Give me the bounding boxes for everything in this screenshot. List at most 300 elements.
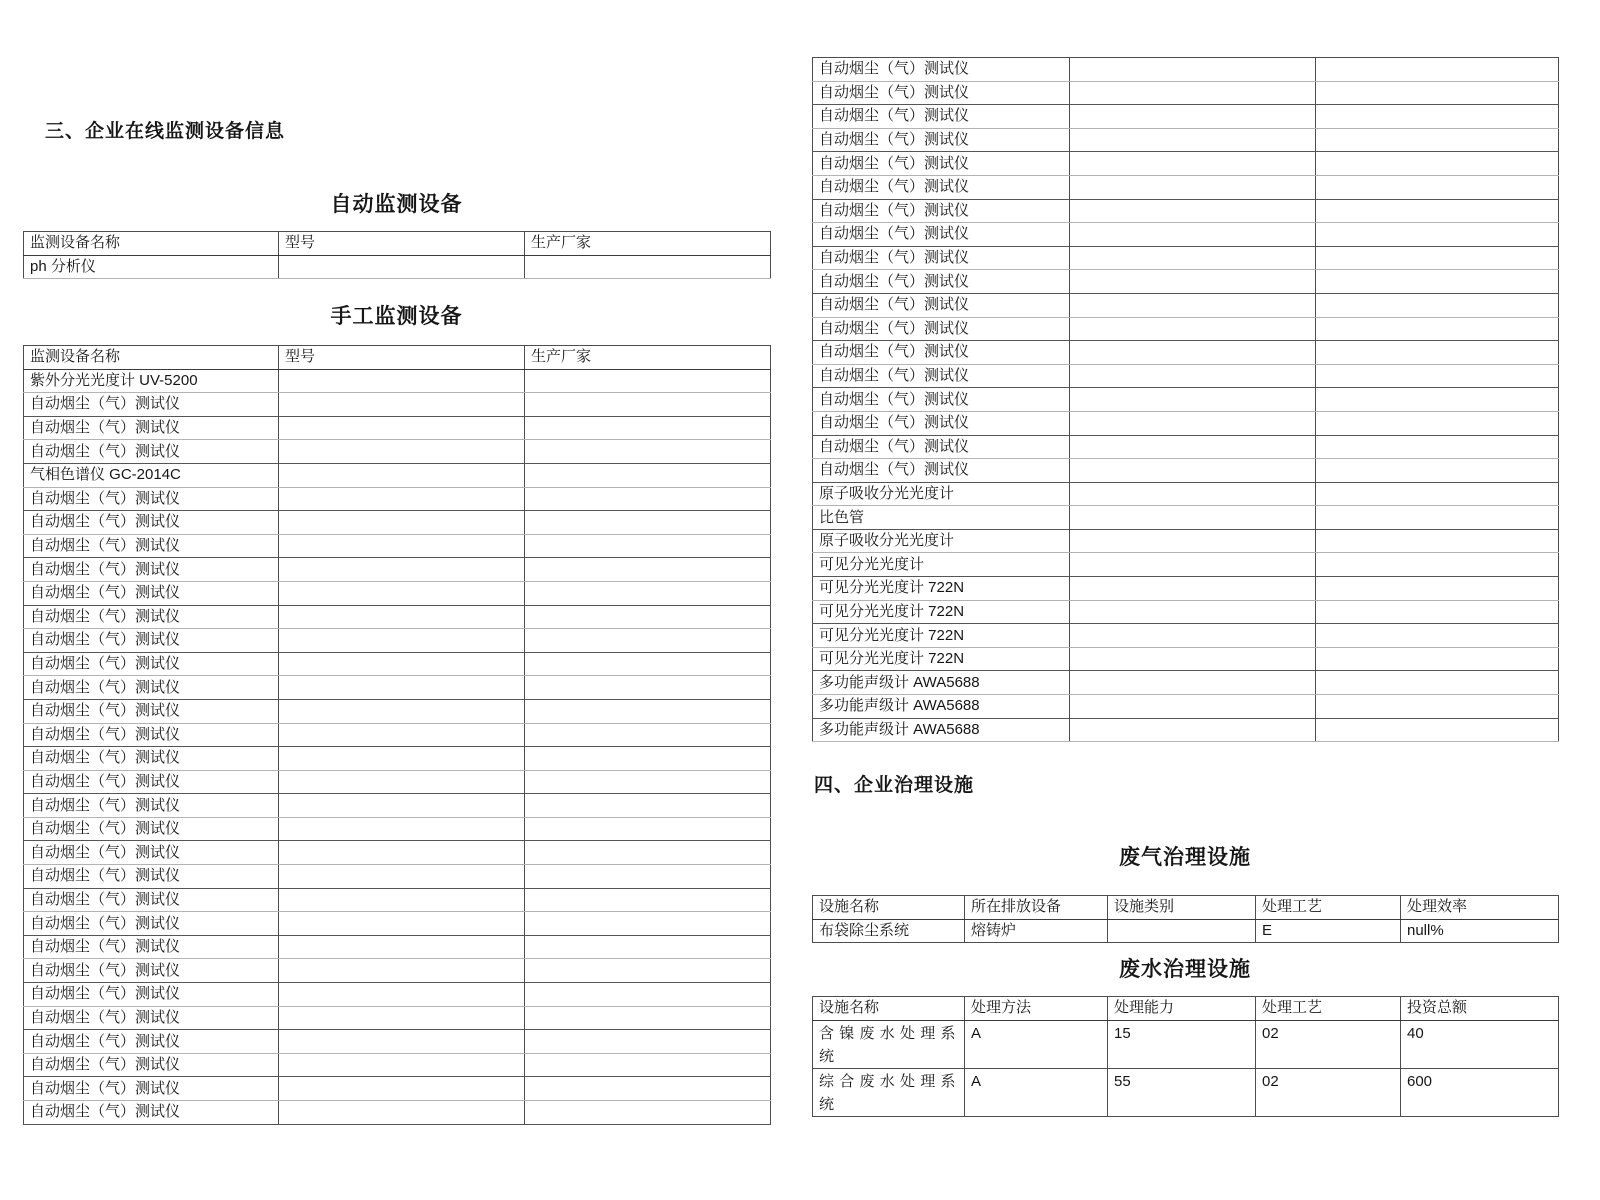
table-cell: [279, 865, 525, 889]
waste-gas-table: [812, 895, 1559, 943]
table-cell: 自动烟尘（气）测试仪: [813, 317, 1070, 341]
column-header: 处理工艺: [1256, 896, 1401, 920]
table-cell: [1316, 624, 1559, 648]
table-cell: [279, 393, 525, 417]
table-row: [813, 81, 1559, 105]
table-cell: 可见分光光度计: [813, 553, 1070, 577]
table-cell: 自动烟尘（气）测试仪: [813, 341, 1070, 365]
table-cell: [279, 747, 525, 771]
table-cell: [525, 629, 771, 653]
table-cell: [525, 935, 771, 959]
table-cell: 自动烟尘（气）测试仪: [813, 223, 1070, 247]
auto-monitor-table: [23, 231, 771, 279]
table-cell: [525, 534, 771, 558]
table-cell: 布袋除尘系统: [813, 919, 965, 943]
table-cell: [1316, 435, 1559, 459]
table-cell: [525, 841, 771, 865]
table-row: [24, 534, 771, 558]
table-cell: [279, 841, 525, 865]
table-row: [813, 246, 1559, 270]
table-cell: [1316, 459, 1559, 483]
waste-gas-heading: 废气治理设施: [1119, 846, 1251, 869]
column-header: 设施类别: [1108, 896, 1256, 920]
table-cell: [279, 487, 525, 511]
table-cell: [1316, 270, 1559, 294]
table-cell: 含镍废水处理系统: [813, 1020, 965, 1068]
table-row: [24, 888, 771, 912]
table-cell: [1070, 223, 1316, 247]
table-cell: 自动烟尘（气）测试仪: [813, 270, 1070, 294]
table-cell: [279, 1053, 525, 1077]
table-cell: [279, 912, 525, 936]
table-row: [24, 841, 771, 865]
table-row: [24, 983, 771, 1007]
table-row: [24, 511, 771, 535]
table-cell: [1316, 105, 1559, 129]
table-row: [813, 58, 1559, 82]
table-cell: [1316, 600, 1559, 624]
table-cell: 自动烟尘（气）测试仪: [24, 1053, 279, 1077]
column-header: 处理方法: [965, 997, 1108, 1021]
table-cell: [525, 487, 771, 511]
table-cell: [279, 888, 525, 912]
table-row: [24, 865, 771, 889]
table-cell: 自动烟尘（气）测试仪: [813, 246, 1070, 270]
table-cell: 自动烟尘（气）测试仪: [24, 676, 279, 700]
table-cell: [525, 511, 771, 535]
waste-gas-table-body: [813, 919, 1559, 943]
table-cell: [279, 440, 525, 464]
table-row: [24, 393, 771, 417]
table-cell: 自动烟尘（气）测试仪: [813, 128, 1070, 152]
table-cell: 自动烟尘（气）测试仪: [24, 959, 279, 983]
table-cell: [1070, 199, 1316, 223]
column-header: 投资总额: [1401, 997, 1559, 1021]
table-cell: [1070, 293, 1316, 317]
column-header: 处理效率: [1401, 896, 1559, 920]
waste-water-heading: 废水治理设施: [1119, 958, 1251, 981]
table-cell: [525, 558, 771, 582]
table-cell: [1070, 270, 1316, 294]
table-cell: 自动烟尘（气）测试仪: [24, 794, 279, 818]
table-cell: [525, 652, 771, 676]
table-cell: 自动烟尘（气）测试仪: [813, 58, 1070, 82]
table-cell: 55: [1108, 1068, 1256, 1116]
table-row: [24, 935, 771, 959]
table-cell: 自动烟尘（气）测试仪: [24, 935, 279, 959]
manual-monitor-table-body-left: [24, 369, 771, 1124]
table-row: [24, 1006, 771, 1030]
table-cell: [1070, 529, 1316, 553]
table-cell: 自动烟尘（气）测试仪: [24, 511, 279, 535]
table-cell: 自动烟尘（气）测试仪: [24, 723, 279, 747]
table-cell: [525, 1077, 771, 1101]
table-cell: 自动烟尘（气）测试仪: [813, 199, 1070, 223]
table-cell: 600: [1401, 1068, 1559, 1116]
table-row: [24, 369, 771, 393]
column-header: 生产厂家: [525, 346, 771, 370]
table-cell: 自动烟尘（气）测试仪: [24, 487, 279, 511]
table-cell: [525, 770, 771, 794]
table-cell: 自动烟尘（气）测试仪: [813, 388, 1070, 412]
table-cell: [1316, 317, 1559, 341]
table-cell: [279, 723, 525, 747]
table-cell: 自动烟尘（气）测试仪: [813, 293, 1070, 317]
table-row: [24, 770, 771, 794]
table-cell: [525, 1101, 771, 1125]
table-cell: [279, 770, 525, 794]
column-header: 型号: [279, 232, 525, 256]
table-row: [813, 411, 1559, 435]
table-cell: [1316, 152, 1559, 176]
table-cell: 自动烟尘（气）测试仪: [813, 105, 1070, 129]
table-cell: [279, 463, 525, 487]
table-cell: 原子吸收分光光度计: [813, 482, 1070, 506]
table-cell: 40: [1401, 1020, 1559, 1068]
column-header: 设施名称: [813, 997, 965, 1021]
table-row: [813, 317, 1559, 341]
table-row: [813, 600, 1559, 624]
table-cell: 多功能声级计 AWA5688: [813, 695, 1070, 719]
table-cell: 自动烟尘（气）测试仪: [24, 841, 279, 865]
table-cell: 自动烟尘（气）测试仪: [24, 393, 279, 417]
table-cell: [1316, 577, 1559, 601]
table-row: [24, 581, 771, 605]
table-cell: [525, 747, 771, 771]
column-header: 所在排放设备: [965, 896, 1108, 920]
table-cell: [525, 1006, 771, 1030]
table-cell: [1070, 695, 1316, 719]
table-cell: [525, 1053, 771, 1077]
table-cell: [1070, 624, 1316, 648]
table-cell: [1070, 152, 1316, 176]
table-cell: 自动烟尘（气）测试仪: [24, 534, 279, 558]
table-row: [813, 482, 1559, 506]
table-cell: [279, 1077, 525, 1101]
auto-monitor-heading: 自动监测设备: [330, 193, 463, 216]
table-row: [24, 959, 771, 983]
column-header: 型号: [279, 346, 525, 370]
table-row: [813, 695, 1559, 719]
table-row: [24, 1053, 771, 1077]
table-cell: 自动烟尘（气）测试仪: [813, 81, 1070, 105]
table-row: [24, 747, 771, 771]
table-cell: [1070, 317, 1316, 341]
table-row: [24, 794, 771, 818]
table-cell: 自动烟尘（气）测试仪: [24, 581, 279, 605]
section3-title: 三、企业在线监测设备信息: [45, 121, 286, 142]
table-cell: [1070, 128, 1316, 152]
table-cell: [1316, 506, 1559, 530]
table-cell: [525, 440, 771, 464]
table-cell: A: [965, 1068, 1108, 1116]
table-row: [813, 435, 1559, 459]
table-cell: [1070, 647, 1316, 671]
table-cell: 可见分光光度计 722N: [813, 600, 1070, 624]
table-cell: [525, 255, 771, 279]
table-row: [24, 817, 771, 841]
table-cell: 比色管: [813, 506, 1070, 530]
table-row: [24, 1101, 771, 1125]
table-row: [24, 652, 771, 676]
table-row: [24, 699, 771, 723]
waste-water-table-body: [813, 1020, 1559, 1116]
table-cell: 自动烟尘（气）测试仪: [813, 175, 1070, 199]
table-cell: [279, 652, 525, 676]
table-cell: [279, 1030, 525, 1054]
table-cell: [1070, 388, 1316, 412]
table-cell: 自动烟尘（气）测试仪: [24, 1030, 279, 1054]
table-cell: [525, 888, 771, 912]
table-cell: [1070, 246, 1316, 270]
table-cell: [1070, 482, 1316, 506]
table-cell: [525, 794, 771, 818]
table-cell: [1316, 81, 1559, 105]
table-cell: [1108, 919, 1256, 943]
table-cell: [279, 794, 525, 818]
manual-monitor-table-right: [812, 57, 1559, 742]
table-row: [813, 553, 1559, 577]
column-header: 处理工艺: [1256, 997, 1401, 1021]
header-row: [24, 232, 771, 256]
table-cell: 自动烟尘（气）测试仪: [24, 652, 279, 676]
table-row: [813, 175, 1559, 199]
table-cell: 自动烟尘（气）测试仪: [24, 440, 279, 464]
table-row: [24, 416, 771, 440]
table-row: [813, 388, 1559, 412]
table-cell: [525, 912, 771, 936]
table-cell: [1070, 435, 1316, 459]
waste-water-table: [812, 996, 1559, 1117]
waste-water-table-header: [813, 997, 1559, 1021]
table-cell: [279, 959, 525, 983]
table-cell: [1070, 671, 1316, 695]
table-row: [813, 459, 1559, 483]
table-row: [813, 364, 1559, 388]
table-cell: [279, 416, 525, 440]
table-cell: [525, 676, 771, 700]
table-row: [813, 624, 1559, 648]
table-cell: [1316, 58, 1559, 82]
table-row: [813, 671, 1559, 695]
table-row: [24, 1077, 771, 1101]
table-cell: 自动烟尘（气）测试仪: [24, 629, 279, 653]
table-row: [813, 919, 1559, 943]
table-row: [24, 912, 771, 936]
column-header: 监测设备名称: [24, 232, 279, 256]
table-cell: [1316, 529, 1559, 553]
table-cell: [279, 1006, 525, 1030]
table-cell: 自动烟尘（气）测试仪: [24, 416, 279, 440]
table-cell: ph 分析仪: [24, 255, 279, 279]
table-row: [24, 463, 771, 487]
table-row: [24, 255, 771, 279]
table-cell: [1316, 364, 1559, 388]
table-row: [24, 487, 771, 511]
table-cell: 自动烟尘（气）测试仪: [24, 817, 279, 841]
table-cell: [279, 605, 525, 629]
table-cell: 气相色谱仪 GC-2014C: [24, 463, 279, 487]
table-cell: [525, 699, 771, 723]
table-cell: [1316, 199, 1559, 223]
table-row: [813, 341, 1559, 365]
table-cell: [1316, 718, 1559, 742]
table-row: [24, 1030, 771, 1054]
table-cell: 可见分光光度计 722N: [813, 624, 1070, 648]
table-cell: 多功能声级计 AWA5688: [813, 671, 1070, 695]
table-cell: [1316, 175, 1559, 199]
table-row: [813, 1020, 1559, 1068]
table-cell: [525, 463, 771, 487]
table-cell: [525, 959, 771, 983]
table-cell: [279, 699, 525, 723]
table-cell: 自动烟尘（气）测试仪: [24, 770, 279, 794]
table-cell: [1316, 411, 1559, 435]
table-row: [813, 223, 1559, 247]
table-cell: 可见分光光度计 722N: [813, 647, 1070, 671]
table-cell: 自动烟尘（气）测试仪: [24, 699, 279, 723]
table-row: [813, 577, 1559, 601]
table-cell: [1316, 128, 1559, 152]
section4-title: 四、企业治理设施: [814, 775, 975, 796]
column-header: 处理能力: [1108, 997, 1256, 1021]
table-cell: [1070, 341, 1316, 365]
table-row: [813, 1068, 1559, 1116]
table-cell: [1070, 577, 1316, 601]
table-cell: [279, 676, 525, 700]
table-cell: 15: [1108, 1020, 1256, 1068]
manual-monitor-heading: 手工监测设备: [330, 305, 463, 328]
table-cell: [1316, 223, 1559, 247]
table-cell: [525, 817, 771, 841]
column-header: 设施名称: [813, 896, 965, 920]
table-row: [813, 128, 1559, 152]
table-row: [813, 152, 1559, 176]
table-cell: [279, 1101, 525, 1125]
table-cell: [525, 416, 771, 440]
manual-monitor-table-header: [24, 346, 771, 370]
table-cell: [279, 935, 525, 959]
table-cell: [1070, 58, 1316, 82]
table-row: [813, 270, 1559, 294]
table-cell: 自动烟尘（气）测试仪: [24, 983, 279, 1007]
table-cell: [1316, 695, 1559, 719]
table-row: [813, 718, 1559, 742]
table-cell: [1070, 459, 1316, 483]
table-cell: [279, 629, 525, 653]
table-cell: [1316, 388, 1559, 412]
table-row: [813, 647, 1559, 671]
table-cell: [279, 511, 525, 535]
table-cell: null%: [1401, 919, 1559, 943]
table-cell: [1316, 647, 1559, 671]
table-cell: [279, 558, 525, 582]
table-cell: [1070, 364, 1316, 388]
table-cell: 自动烟尘（气）测试仪: [813, 459, 1070, 483]
table-cell: [1070, 105, 1316, 129]
table-cell: 02: [1256, 1020, 1401, 1068]
table-cell: [525, 1030, 771, 1054]
table-cell: [1316, 293, 1559, 317]
header-row: [813, 896, 1559, 920]
table-row: [24, 629, 771, 653]
table-cell: 可见分光光度计 722N: [813, 577, 1070, 601]
table-cell: [1070, 600, 1316, 624]
table-cell: 自动烟尘（气）测试仪: [813, 435, 1070, 459]
table-cell: 自动烟尘（气）测试仪: [24, 1077, 279, 1101]
table-cell: [1316, 246, 1559, 270]
table-cell: 自动烟尘（气）测试仪: [813, 411, 1070, 435]
table-cell: [1316, 553, 1559, 577]
table-cell: [1070, 553, 1316, 577]
table-cell: E: [1256, 919, 1401, 943]
table-row: [813, 293, 1559, 317]
table-cell: [279, 581, 525, 605]
table-cell: 自动烟尘（气）测试仪: [24, 747, 279, 771]
table-cell: 多功能声级计 AWA5688: [813, 718, 1070, 742]
table-cell: 02: [1256, 1068, 1401, 1116]
table-row: [24, 558, 771, 582]
table-cell: [1070, 411, 1316, 435]
column-header: 生产厂家: [525, 232, 771, 256]
table-cell: 自动烟尘（气）测试仪: [24, 1101, 279, 1125]
table-cell: 自动烟尘（气）测试仪: [24, 888, 279, 912]
table-row: [24, 676, 771, 700]
table-cell: 紫外分光光度计 UV-5200: [24, 369, 279, 393]
table-row: [813, 199, 1559, 223]
table-cell: [1316, 341, 1559, 365]
table-cell: [279, 255, 525, 279]
table-cell: 自动烟尘（气）测试仪: [813, 364, 1070, 388]
header-row: [813, 997, 1559, 1021]
table-cell: [525, 865, 771, 889]
waste-gas-table-header: [813, 896, 1559, 920]
column-header: 监测设备名称: [24, 346, 279, 370]
table-cell: [525, 369, 771, 393]
manual-monitor-table-body-right: [813, 58, 1559, 742]
table-cell: 自动烟尘（气）测试仪: [24, 912, 279, 936]
table-cell: A: [965, 1020, 1108, 1068]
table-row: [24, 440, 771, 464]
auto-monitor-table-body: [24, 255, 771, 279]
table-cell: [525, 723, 771, 747]
header-row: [24, 346, 771, 370]
table-cell: [1316, 482, 1559, 506]
table-row: [813, 529, 1559, 553]
table-cell: [279, 983, 525, 1007]
manual-monitor-table-left: [23, 345, 771, 1125]
table-cell: 综合废水处理系统: [813, 1068, 965, 1116]
table-cell: [1070, 718, 1316, 742]
table-cell: [525, 983, 771, 1007]
table-cell: [279, 534, 525, 558]
table-row: [24, 723, 771, 747]
auto-monitor-table-header: [24, 232, 771, 256]
table-cell: [1070, 175, 1316, 199]
table-row: [813, 105, 1559, 129]
table-cell: [279, 817, 525, 841]
table-cell: 自动烟尘（气）测试仪: [24, 1006, 279, 1030]
table-row: [813, 506, 1559, 530]
table-cell: [279, 369, 525, 393]
table-cell: [525, 393, 771, 417]
table-cell: 自动烟尘（气）测试仪: [24, 605, 279, 629]
table-cell: [1070, 506, 1316, 530]
table-cell: 自动烟尘（气）测试仪: [813, 152, 1070, 176]
table-cell: [1070, 81, 1316, 105]
table-cell: [525, 581, 771, 605]
table-cell: 熔铸炉: [965, 919, 1108, 943]
